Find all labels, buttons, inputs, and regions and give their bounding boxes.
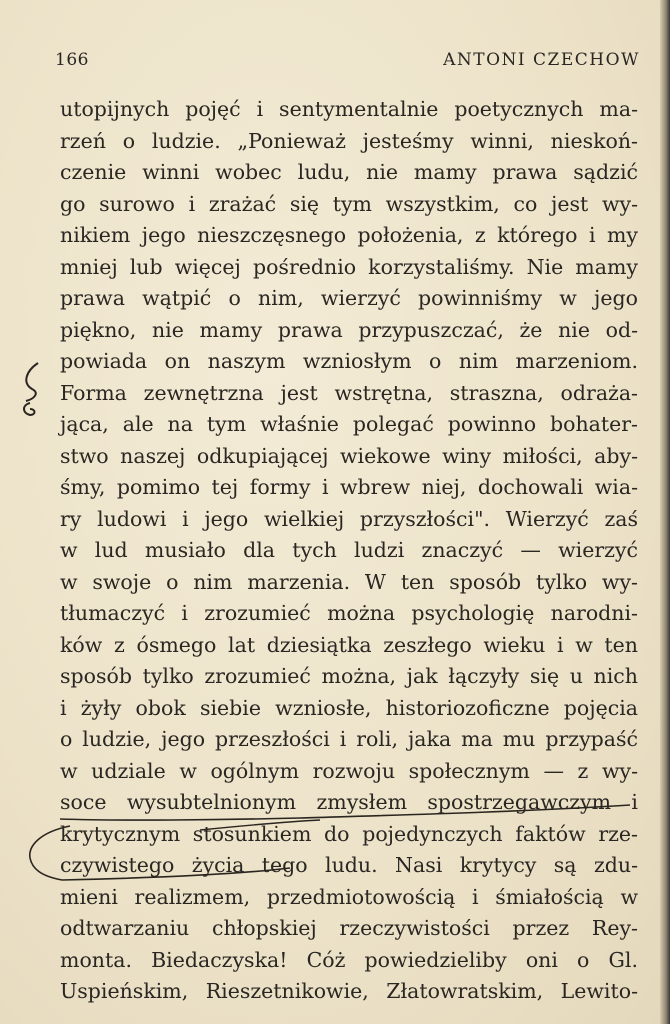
text-line: mieni realizmem, przedmiotowością i śmiałością w <box>60 884 638 909</box>
text-line: piękno, nie mamy prawa przypuszczać, że nie od- <box>60 317 638 342</box>
text-line: krytycznym stosunkiem do pojedynczych faktów rze- <box>60 821 638 846</box>
text-line: nikiem jego nieszczęsnego położenia, z którego i my <box>60 223 638 247</box>
page-header <box>55 50 640 74</box>
text-line: prawa wątpić o nim, wierzyć powinniśmy w jego <box>60 286 638 310</box>
text-line: w udziale w ogólnym rozwoju społecznym — z wy- <box>60 758 638 783</box>
text-line: ków z ósmego lat dziesiątka zeszłego wieku i w ten <box>60 632 638 657</box>
page-edge-shadow <box>660 0 670 1024</box>
text-line: odtwarzaniu chłopskiej rzeczywistości przez Rey- <box>60 916 638 940</box>
text-line: tłumaczyć i zrozumieć można psychologię narodni- <box>60 601 638 625</box>
page-number: 166 <box>55 50 89 70</box>
running-head: ANTONI CZECHOW <box>443 50 640 70</box>
text-line: i żyły obok siebie wzniosłe, historiozoficzne pojęcia <box>60 695 638 720</box>
text-line: powiada on naszym wzniosłym o nim marzeniom. <box>60 349 638 373</box>
text-line: jąca, ale na tym właśnie polegać powinno bohater- <box>60 412 638 436</box>
text-line: Uspieńskim, Rieszetnikowie, Złatowratskim, Lewito- <box>60 979 638 1003</box>
text-line: ry ludowi i jego wielkiej przyszłości". Wierzyć zaś <box>60 506 638 531</box>
text-line: czenie winni wobec ludu, nie mamy prawa sądzić <box>60 160 638 184</box>
text-line: go surowo i zrażać się tym wszystkim, co jest wy- <box>60 191 638 216</box>
text-line: w swoje o nim marzenia. W ten sposób tylko wy- <box>60 569 638 594</box>
body-text <box>60 94 638 1008</box>
text-line: utopijnych pojęć i sentymentalnie poetycznych ma- <box>60 97 638 121</box>
text-line: czywistego życia tego ludu. Nasi krytycy są zdu- <box>60 853 638 877</box>
margin-pencil-mark <box>12 357 52 419</box>
text-line: stwo naszej odkupiającej wiekowe winy miłości, aby- <box>60 443 638 468</box>
text-line: o ludzie, jego przeszłości i roli, jaka ma mu przypaść <box>60 727 638 751</box>
text-line: soce wysubtelnionym zmysłem spostrzegawczym i <box>60 790 638 814</box>
text-line: Forma zewnętrzna jest wstrętna, straszna, odraża- <box>60 380 638 405</box>
text-line: w lud musiało dla tych ludzi znaczyć — wierzyć <box>60 538 638 562</box>
text-line: sposób tylko zrozumieć można, jak łączyły się u nich <box>60 664 638 688</box>
text-line: monta. Biedaczyska! Cóż powiedzieliby oni o Gl. <box>60 947 638 972</box>
text-line: śmy, pomimo tej formy i wbrew niej, dochowali wia- <box>60 475 638 499</box>
text-line: mniej lub więcej pośrednio korzystaliśmy. Nie mamy <box>60 254 638 279</box>
text-line: rzeń o ludzie. „Ponieważ jesteśmy winni, nieskoń- <box>60 128 638 153</box>
